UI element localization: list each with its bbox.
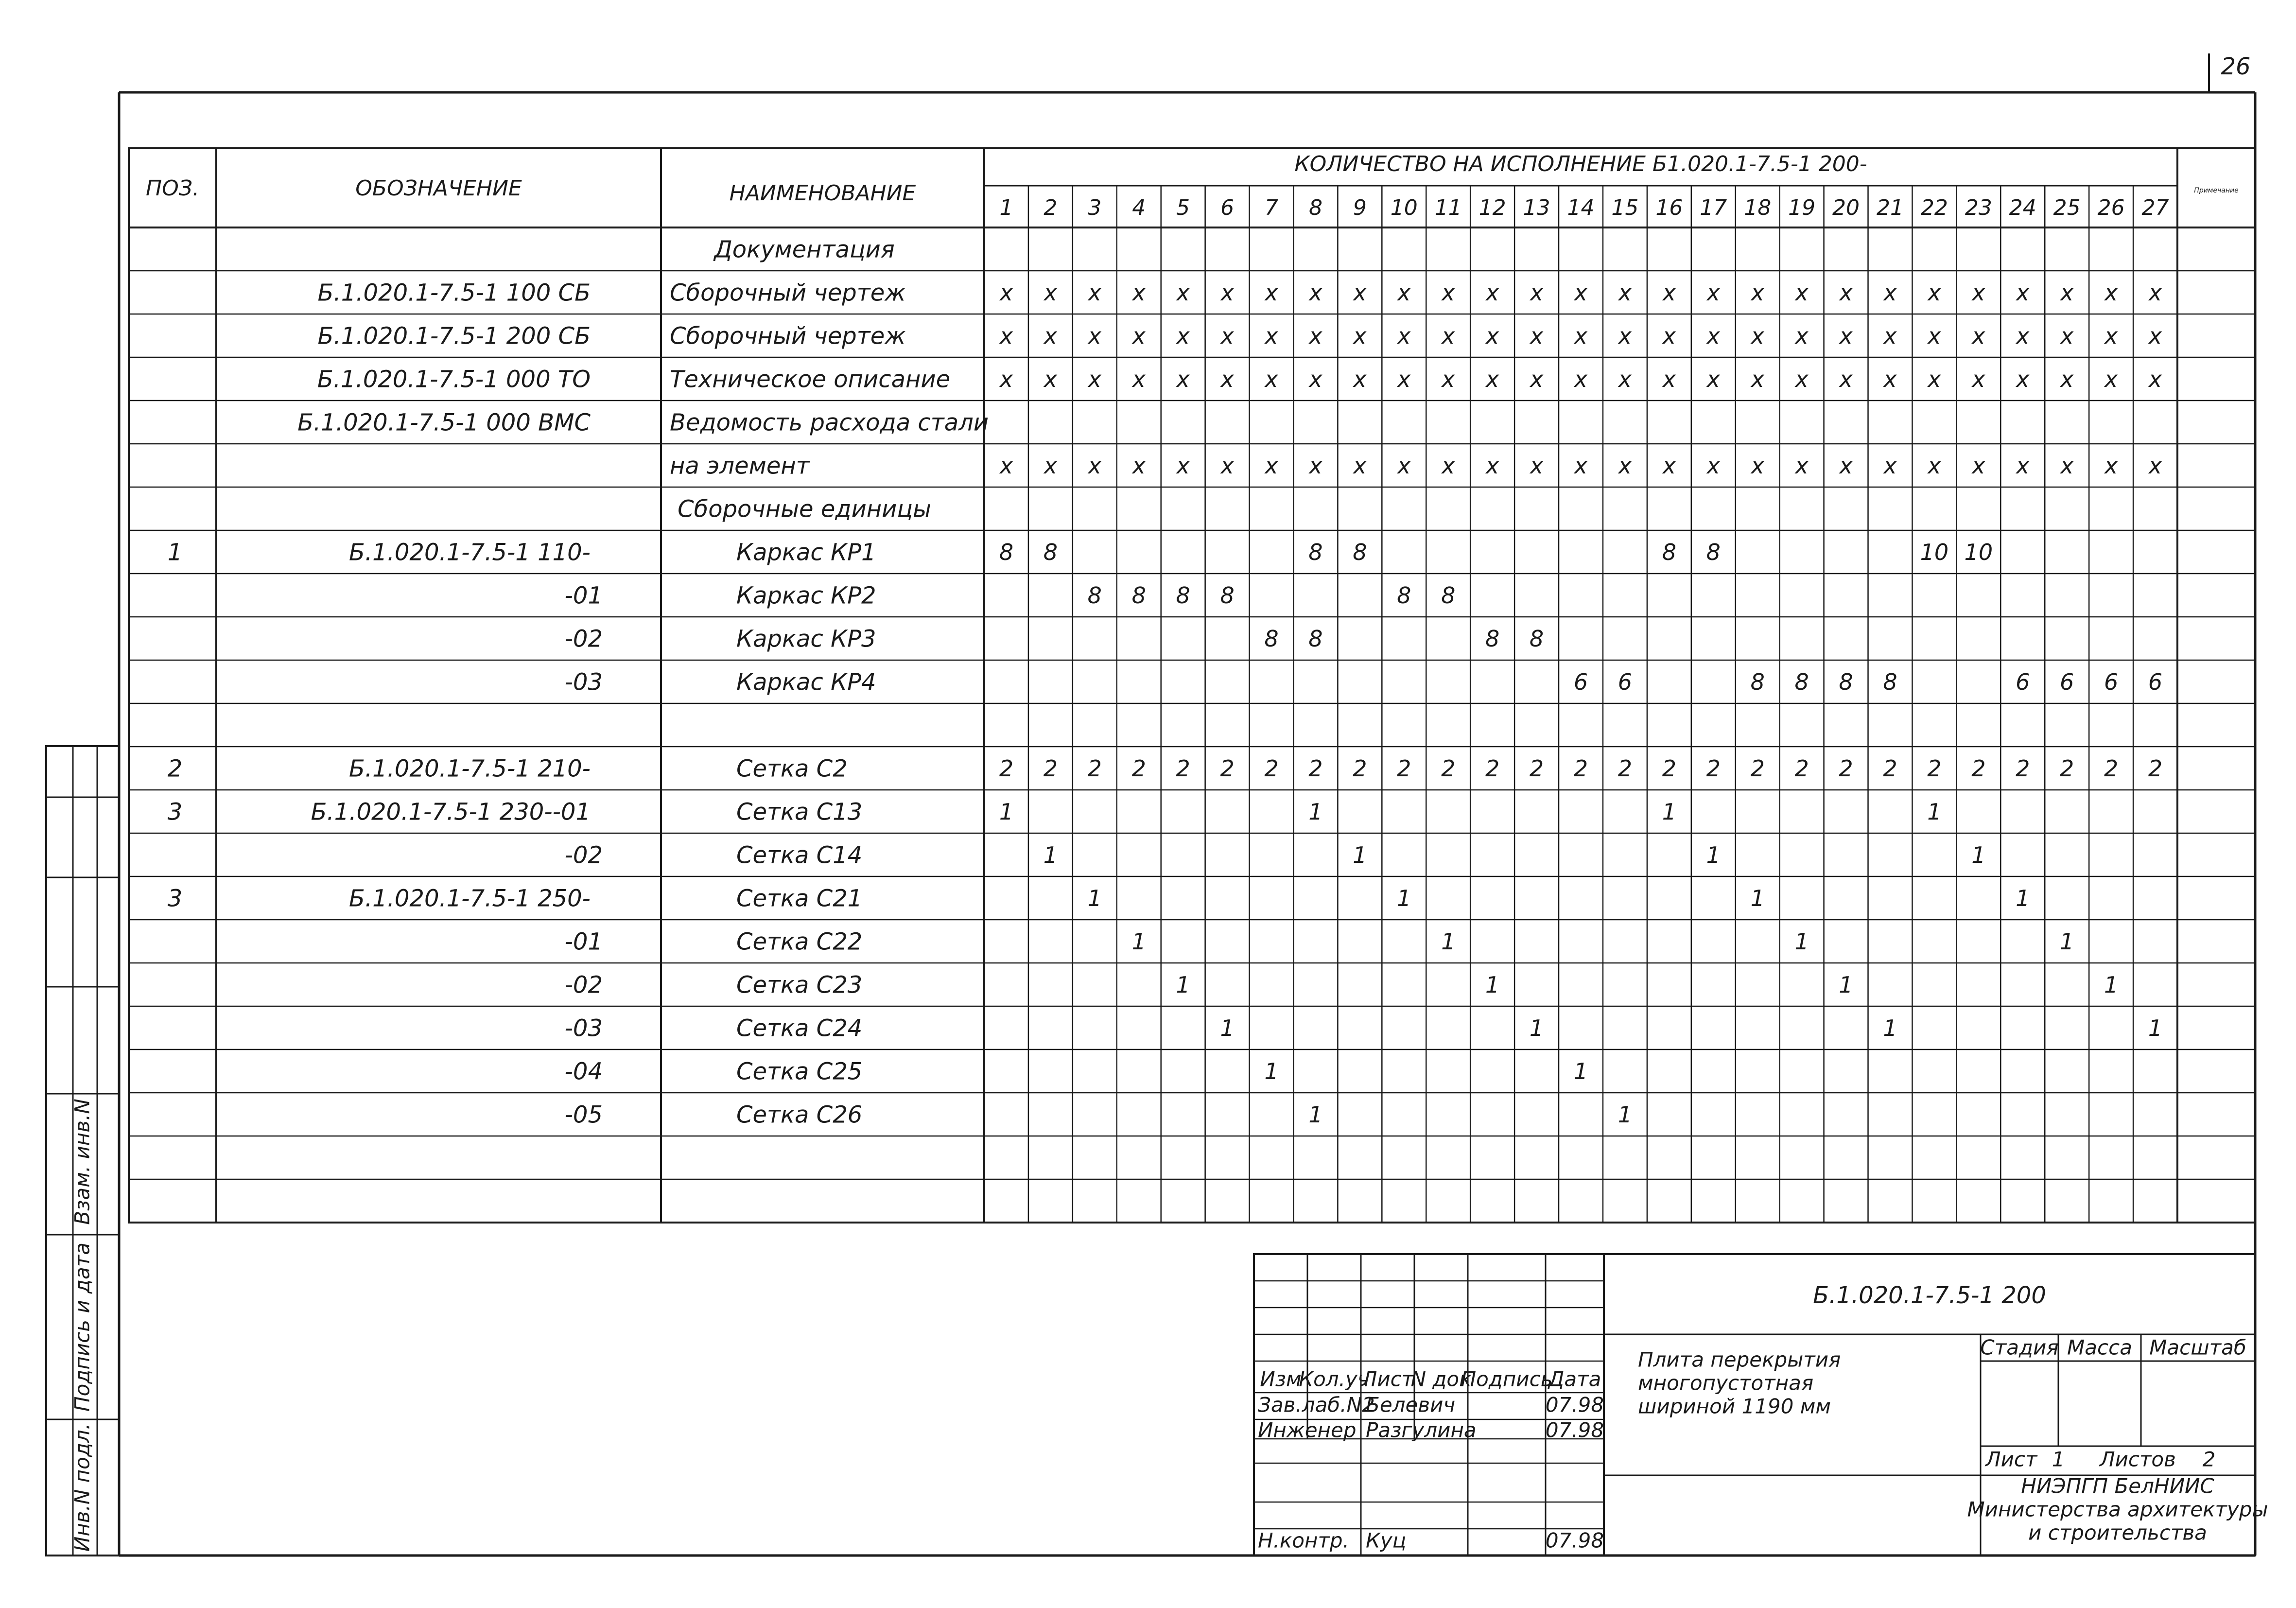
quantity-value: 1 bbox=[1927, 799, 1942, 825]
scale-label: Масштаб bbox=[2149, 1335, 2246, 1360]
quantity-value: 8 bbox=[1043, 539, 1058, 565]
row-name: Сетка С14 bbox=[736, 841, 863, 869]
row-name: Сетка С25 bbox=[736, 1058, 863, 1085]
quantity-value: x bbox=[1176, 453, 1190, 479]
quantity-value: 2 bbox=[1618, 755, 1633, 782]
signature-date: 07.98 bbox=[1545, 1393, 1604, 1417]
row-name: Сетка С24 bbox=[736, 1014, 863, 1042]
quantity-value: 8 bbox=[1353, 539, 1367, 565]
header-designation: ОБОЗНАЧЕНИЕ bbox=[355, 176, 522, 201]
quantity-value: x bbox=[1795, 323, 1809, 349]
quantity-value: 8 bbox=[1529, 626, 1544, 652]
row-pos: 2 bbox=[167, 755, 183, 783]
row-name: Техническое описание bbox=[670, 366, 951, 393]
quantity-value: x bbox=[2016, 366, 2030, 392]
row-name: Каркас КР4 bbox=[736, 668, 876, 696]
column-number: 12 bbox=[1478, 195, 1506, 220]
row-name: Сборочные единицы bbox=[678, 495, 931, 523]
quantity-value: 1 bbox=[1131, 928, 1146, 955]
signature-date: 07.98 bbox=[1545, 1418, 1604, 1442]
quantity-value: 2 bbox=[1043, 755, 1058, 782]
quantity-value: 2 bbox=[1131, 755, 1146, 782]
quantity-value: 2 bbox=[1971, 755, 1986, 782]
column-number: 7 bbox=[1265, 195, 1279, 220]
column-number: 14 bbox=[1567, 195, 1595, 220]
quantity-value: x bbox=[1751, 280, 1764, 306]
quantity-value: 10 bbox=[1920, 539, 1949, 565]
quantity-value: x bbox=[999, 453, 1013, 479]
quantity-value: 1 bbox=[1353, 842, 1367, 868]
signature-role: Инженер bbox=[1258, 1418, 1357, 1442]
quantity-value: x bbox=[999, 366, 1013, 392]
quantity-value: x bbox=[2104, 280, 2118, 306]
quantity-value: x bbox=[1132, 453, 1146, 479]
title-line: многопустотная bbox=[1638, 1371, 1814, 1395]
quantity-value: x bbox=[1662, 280, 1676, 306]
quantity-value: x bbox=[1397, 366, 1411, 392]
row-pos: 1 bbox=[167, 539, 183, 566]
quantity-value: x bbox=[1795, 280, 1809, 306]
quantity-value: x bbox=[1309, 366, 1322, 392]
quantity-value: x bbox=[1044, 366, 1058, 392]
quantity-value: 8 bbox=[1220, 582, 1235, 609]
quantity-value: x bbox=[1706, 280, 1720, 306]
column-number: 15 bbox=[1611, 195, 1639, 220]
row-designation: Б.1.020.1-7.5-1 230--01 bbox=[311, 798, 591, 826]
column-number: 10 bbox=[1390, 195, 1418, 220]
quantity-value: x bbox=[1486, 453, 1499, 479]
quantity-value: x bbox=[1662, 453, 1676, 479]
signature-name: Белевич bbox=[1366, 1393, 1456, 1417]
quantity-value: x bbox=[1353, 366, 1367, 392]
quantity-value: 1 bbox=[1794, 928, 1809, 955]
title-header-4: Подпись bbox=[1461, 1367, 1553, 1391]
quantity-value: 6 bbox=[2016, 669, 2030, 695]
title-header-0: Изм bbox=[1260, 1367, 1302, 1391]
quantity-value: x bbox=[2060, 453, 2074, 479]
quantity-value: x bbox=[2016, 453, 2030, 479]
signature-name: Куц bbox=[1366, 1528, 1407, 1553]
side-stamp-podpis-data: Подпись и дата bbox=[70, 1242, 94, 1412]
quantity-value: 2 bbox=[2016, 755, 2030, 782]
quantity-value: 8 bbox=[1308, 626, 1323, 652]
quantity-value: 2 bbox=[1353, 755, 1367, 782]
quantity-value: 1 bbox=[1220, 1015, 1235, 1041]
quantity-value: 1 bbox=[1839, 972, 1853, 998]
quantity-value: x bbox=[1088, 323, 1101, 349]
title-line: шириной 1190 мм bbox=[1638, 1394, 1831, 1418]
quantity-value: 1 bbox=[2104, 972, 2119, 998]
quantity-value: x bbox=[1928, 366, 1941, 392]
row-name: Сетка С21 bbox=[736, 885, 863, 912]
column-number: 2 bbox=[1044, 195, 1058, 220]
header-pos: ПОЗ. bbox=[146, 176, 199, 201]
signature-date: 07.98 bbox=[1545, 1528, 1604, 1553]
quantity-value: 2 bbox=[1220, 755, 1235, 782]
column-number: 20 bbox=[1832, 195, 1860, 220]
column-number: 25 bbox=[2053, 195, 2081, 220]
organization-line: и строительства bbox=[2028, 1521, 2207, 1545]
quantity-value: 2 bbox=[999, 755, 1014, 782]
quantity-value: x bbox=[1530, 323, 1544, 349]
quantity-value: 1 bbox=[1971, 842, 1986, 868]
column-number: 18 bbox=[1744, 195, 1772, 220]
quantity-value: 1 bbox=[2016, 885, 2030, 911]
quantity-value: 2 bbox=[1087, 755, 1102, 782]
quantity-value: 1 bbox=[1750, 885, 1765, 911]
quantity-value: x bbox=[1442, 453, 1455, 479]
column-number: 8 bbox=[1308, 195, 1322, 220]
column-number: 26 bbox=[2097, 195, 2125, 220]
row-designation: -02 bbox=[564, 841, 603, 869]
column-number: 16 bbox=[1655, 195, 1683, 220]
quantity-value: 8 bbox=[1662, 539, 1676, 565]
quantity-value: x bbox=[1706, 366, 1720, 392]
column-number: 11 bbox=[1434, 195, 1462, 220]
sheets-value: 2 bbox=[2202, 1447, 2216, 1471]
quantity-value: x bbox=[1530, 453, 1544, 479]
quantity-value: x bbox=[1132, 280, 1146, 306]
stage-label: Стадия bbox=[1980, 1335, 2059, 1360]
quantity-value: x bbox=[1618, 366, 1632, 392]
row-designation: Б.1.020.1-7.5-1 110- bbox=[348, 539, 591, 566]
sheets-label: Листов bbox=[2100, 1447, 2176, 1471]
quantity-value: x bbox=[1220, 366, 1234, 392]
row-designation: Б.1.020.1-7.5-1 000 ВМС bbox=[297, 409, 591, 437]
quantity-value: x bbox=[1044, 453, 1058, 479]
quantity-value: x bbox=[1176, 323, 1190, 349]
quantity-value: x bbox=[1928, 453, 1941, 479]
quantity-value: x bbox=[1265, 323, 1278, 349]
row-name: Каркас КР1 bbox=[736, 539, 876, 566]
quantity-value: x bbox=[1220, 453, 1234, 479]
quantity-value: x bbox=[1176, 366, 1190, 392]
quantity-value: x bbox=[999, 280, 1013, 306]
row-name: Сетка С13 bbox=[736, 798, 863, 826]
column-number: 27 bbox=[2141, 195, 2169, 220]
row-name: Сетка С22 bbox=[736, 928, 863, 956]
quantity-value: 1 bbox=[1618, 1101, 1633, 1128]
column-number: 9 bbox=[1353, 195, 1367, 220]
quantity-value: x bbox=[1353, 280, 1367, 306]
row-pos: 3 bbox=[167, 885, 183, 912]
quantity-value: x bbox=[1265, 453, 1278, 479]
mass-label: Масса bbox=[2067, 1335, 2132, 1360]
row-pos: 3 bbox=[167, 798, 183, 826]
quantity-value: x bbox=[1839, 280, 1853, 306]
row-designation: Б.1.020.1-7.5-1 250- bbox=[348, 885, 591, 912]
quantity-value: 1 bbox=[1308, 799, 1323, 825]
quantity-value: 8 bbox=[1176, 582, 1190, 609]
quantity-value: x bbox=[1353, 453, 1367, 479]
quantity-value: x bbox=[1574, 323, 1588, 349]
quantity-value: 1 bbox=[1662, 799, 1676, 825]
quantity-value: 1 bbox=[1529, 1015, 1544, 1041]
quantity-value: 2 bbox=[2104, 755, 2119, 782]
quantity-value: 8 bbox=[1087, 582, 1102, 609]
quantity-value: 1 bbox=[999, 799, 1014, 825]
quantity-value: 2 bbox=[1441, 755, 1456, 782]
sheet-label: Лист bbox=[1985, 1447, 2037, 1471]
quantity-value: x bbox=[1132, 323, 1146, 349]
quantity-value: x bbox=[999, 323, 1013, 349]
quantity-value: 2 bbox=[2060, 755, 2074, 782]
quantity-value: x bbox=[1309, 280, 1322, 306]
quantity-value: x bbox=[1265, 366, 1278, 392]
row-designation: -03 bbox=[564, 1014, 603, 1042]
document-code: Б.1.020.1-7.5-1 200 bbox=[1813, 1282, 2046, 1309]
title-line: Плита перекрытия bbox=[1638, 1347, 1841, 1372]
quantity-value: x bbox=[1265, 280, 1278, 306]
quantity-value: 8 bbox=[1706, 539, 1721, 565]
quantity-value: x bbox=[1442, 366, 1455, 392]
sheet-value: 1 bbox=[2052, 1447, 2065, 1471]
quantity-value: x bbox=[1972, 280, 1985, 306]
row-designation: Б.1.020.1-7.5-1 200 СБ bbox=[317, 322, 591, 350]
quantity-value: x bbox=[1309, 323, 1322, 349]
quantity-value: x bbox=[1928, 280, 1941, 306]
quantity-value: 2 bbox=[1706, 755, 1721, 782]
quantity-value: 1 bbox=[1087, 885, 1102, 911]
quantity-value: 8 bbox=[1750, 669, 1765, 695]
row-name: Сборочный чертеж bbox=[670, 279, 906, 307]
quantity-value: 6 bbox=[1618, 669, 1633, 695]
quantity-value: x bbox=[2148, 366, 2162, 392]
quantity-value: 1 bbox=[1573, 1058, 1588, 1084]
column-number: 13 bbox=[1523, 195, 1550, 220]
quantity-value: 1 bbox=[1176, 972, 1190, 998]
quantity-value: 2 bbox=[1573, 755, 1588, 782]
quantity-value: 1 bbox=[2148, 1015, 2163, 1041]
quantity-value: 2 bbox=[2148, 755, 2163, 782]
signature-role: Н.контр. bbox=[1258, 1528, 1349, 1553]
row-designation: -02 bbox=[564, 625, 603, 653]
quantity-value: x bbox=[1883, 323, 1897, 349]
quantity-value: x bbox=[1795, 453, 1809, 479]
row-name: Сетка С23 bbox=[736, 971, 863, 999]
quantity-value: x bbox=[2148, 453, 2162, 479]
quantity-value: x bbox=[1353, 323, 1367, 349]
quantity-value: x bbox=[1486, 323, 1499, 349]
quantity-value: 2 bbox=[1794, 755, 1809, 782]
quantity-value: x bbox=[2148, 280, 2162, 306]
quantity-value: x bbox=[1839, 323, 1853, 349]
row-name: Сетка С26 bbox=[736, 1101, 863, 1129]
row-name: Сетка С2 bbox=[736, 755, 848, 783]
quantity-value: x bbox=[1088, 366, 1101, 392]
row-name: Сборочный чертеж bbox=[670, 322, 906, 350]
row-name: Документация bbox=[714, 236, 895, 263]
row-designation: -04 bbox=[564, 1058, 603, 1085]
quantity-value: 8 bbox=[1485, 626, 1500, 652]
quantity-value: 1 bbox=[1485, 972, 1500, 998]
quantity-value: 1 bbox=[2060, 928, 2074, 955]
column-number: 23 bbox=[1965, 195, 1992, 220]
quantity-value: x bbox=[1883, 366, 1897, 392]
quantity-value: x bbox=[1132, 366, 1146, 392]
quantity-value: 6 bbox=[2148, 669, 2163, 695]
quantity-value: 10 bbox=[1964, 539, 1993, 565]
side-stamp-inv-podl: Инв.N подл. bbox=[70, 1423, 94, 1552]
row-designation: Б.1.020.1-7.5-1 210- bbox=[348, 755, 591, 783]
quantity-value: 2 bbox=[1176, 755, 1190, 782]
quantity-value: x bbox=[2016, 280, 2030, 306]
quantity-value: x bbox=[1751, 323, 1764, 349]
column-number: 17 bbox=[1700, 195, 1727, 220]
row-designation: Б.1.020.1-7.5-1 100 СБ bbox=[317, 279, 591, 307]
quantity-value: 1 bbox=[1043, 842, 1058, 868]
quantity-value: x bbox=[1972, 453, 1985, 479]
quantity-value: 8 bbox=[1794, 669, 1809, 695]
quantity-value: 2 bbox=[1750, 755, 1765, 782]
quantity-value: x bbox=[1044, 323, 1058, 349]
quantity-value: 8 bbox=[999, 539, 1014, 565]
row-designation: -05 bbox=[564, 1101, 603, 1129]
quantity-value: x bbox=[1442, 323, 1455, 349]
quantity-value: 1 bbox=[1264, 1058, 1279, 1084]
quantity-value: x bbox=[1442, 280, 1455, 306]
quantity-value: x bbox=[2104, 453, 2118, 479]
quantity-value: 2 bbox=[1662, 755, 1676, 782]
quantity-value: 8 bbox=[1839, 669, 1853, 695]
quantity-value: 8 bbox=[1441, 582, 1456, 609]
quantity-value: x bbox=[1574, 280, 1588, 306]
column-number: 19 bbox=[1788, 195, 1816, 220]
quantity-value: x bbox=[1220, 323, 1234, 349]
organization-line: Министерства архитектуры bbox=[1967, 1497, 2268, 1521]
quantity-value: 2 bbox=[1927, 755, 1942, 782]
row-designation: Б.1.020.1-7.5-1 000 ТО bbox=[317, 366, 591, 393]
quantity-value: 1 bbox=[1441, 928, 1456, 955]
quantity-value: x bbox=[1220, 280, 1234, 306]
quantity-value: 8 bbox=[1131, 582, 1146, 609]
quantity-value: x bbox=[1309, 453, 1322, 479]
quantity-value: x bbox=[1176, 280, 1190, 306]
title-header-3: N док bbox=[1410, 1367, 1472, 1391]
header-quantity-title: КОЛИЧЕСТВО НА ИСПОЛНЕНИЕ Б1.020.1-7.5-1 200- bbox=[1294, 152, 1867, 176]
organization-line: НИЭПГП БелНИИС bbox=[2021, 1474, 2214, 1498]
quantity-value: x bbox=[1928, 323, 1941, 349]
quantity-value: x bbox=[1795, 366, 1809, 392]
quantity-value: x bbox=[2060, 280, 2074, 306]
quantity-value: 2 bbox=[1308, 755, 1323, 782]
quantity-value: 8 bbox=[1883, 669, 1897, 695]
column-number: 1 bbox=[999, 195, 1013, 220]
quantity-value: 1 bbox=[1883, 1015, 1897, 1041]
quantity-value: x bbox=[1839, 366, 1853, 392]
quantity-value: 8 bbox=[1308, 539, 1323, 565]
quantity-value: x bbox=[1574, 366, 1588, 392]
quantity-value: 2 bbox=[1264, 755, 1279, 782]
quantity-value: x bbox=[2104, 366, 2118, 392]
row-designation: -03 bbox=[564, 668, 603, 696]
quantity-value: x bbox=[1397, 453, 1411, 479]
quantity-value: x bbox=[1662, 366, 1676, 392]
quantity-value: x bbox=[1574, 453, 1588, 479]
quantity-value: 2 bbox=[1839, 755, 1853, 782]
title-header-1: Кол.уч bbox=[1299, 1367, 1370, 1391]
quantity-value: x bbox=[1397, 280, 1411, 306]
column-number: 5 bbox=[1176, 195, 1190, 220]
quantity-value: x bbox=[1044, 280, 1058, 306]
quantity-value: x bbox=[1706, 453, 1720, 479]
quantity-value: x bbox=[2104, 323, 2118, 349]
row-name: Каркас КР3 bbox=[736, 625, 876, 653]
column-number: 3 bbox=[1088, 195, 1102, 220]
quantity-value: x bbox=[1618, 453, 1632, 479]
signature-role: Зав.лаб.N2 bbox=[1258, 1393, 1375, 1417]
quantity-value: x bbox=[1839, 453, 1853, 479]
quantity-value: x bbox=[1530, 280, 1544, 306]
page-number: 26 bbox=[2221, 53, 2251, 80]
quantity-value: 2 bbox=[1485, 755, 1500, 782]
quantity-value: x bbox=[1751, 366, 1764, 392]
row-designation: -02 bbox=[564, 971, 603, 999]
quantity-value: x bbox=[1706, 323, 1720, 349]
quantity-value: 1 bbox=[1706, 842, 1721, 868]
column-number: 24 bbox=[2009, 195, 2036, 220]
title-header-5: Дата bbox=[1548, 1367, 1601, 1391]
column-number: 22 bbox=[1920, 195, 1948, 220]
quantity-value: 6 bbox=[2060, 669, 2074, 695]
row-name: Каркас КР2 bbox=[736, 582, 876, 610]
quantity-value: x bbox=[1088, 280, 1101, 306]
spec-table-border bbox=[129, 148, 2255, 1223]
quantity-value: x bbox=[2060, 366, 2074, 392]
quantity-value: 6 bbox=[1573, 669, 1588, 695]
quantity-value: x bbox=[1751, 453, 1764, 479]
header-note: Примечание bbox=[2194, 187, 2239, 194]
row-designation: -01 bbox=[564, 928, 603, 956]
row-name: Ведомость расхода стали bbox=[670, 409, 989, 437]
quantity-value: x bbox=[1486, 280, 1499, 306]
quantity-value: x bbox=[1662, 323, 1676, 349]
column-number: 21 bbox=[1876, 195, 1904, 220]
quantity-value: x bbox=[1972, 323, 1985, 349]
quantity-value: x bbox=[1972, 366, 1985, 392]
quantity-value: 6 bbox=[2104, 669, 2119, 695]
quantity-value: x bbox=[1883, 453, 1897, 479]
quantity-value: x bbox=[1088, 453, 1101, 479]
quantity-value: 1 bbox=[1397, 885, 1411, 911]
quantity-value: x bbox=[1883, 280, 1897, 306]
quantity-value: 8 bbox=[1397, 582, 1411, 609]
quantity-value: x bbox=[1530, 366, 1544, 392]
quantity-value: x bbox=[2148, 323, 2162, 349]
quantity-value: x bbox=[2060, 323, 2074, 349]
row-designation: -01 bbox=[564, 582, 603, 610]
quantity-value: 2 bbox=[1883, 755, 1897, 782]
signature-name: Разгулина bbox=[1366, 1418, 1477, 1442]
title-header-2: Лист bbox=[1361, 1367, 1414, 1391]
column-number: 4 bbox=[1132, 195, 1146, 220]
quantity-value: x bbox=[2016, 323, 2030, 349]
quantity-value: 2 bbox=[1397, 755, 1411, 782]
column-number: 6 bbox=[1220, 195, 1235, 220]
quantity-value: x bbox=[1618, 323, 1632, 349]
quantity-value: 8 bbox=[1264, 626, 1279, 652]
quantity-value: 1 bbox=[1308, 1101, 1323, 1128]
row-name: на элемент bbox=[670, 452, 810, 480]
quantity-value: x bbox=[1397, 323, 1411, 349]
header-name: НАИМЕНОВАНИЕ bbox=[729, 181, 916, 206]
quantity-value: 2 bbox=[1529, 755, 1544, 782]
quantity-value: x bbox=[1618, 280, 1632, 306]
side-stamp-vzam-inv: Взам. инв.N bbox=[70, 1099, 94, 1225]
quantity-value: x bbox=[1486, 366, 1499, 392]
